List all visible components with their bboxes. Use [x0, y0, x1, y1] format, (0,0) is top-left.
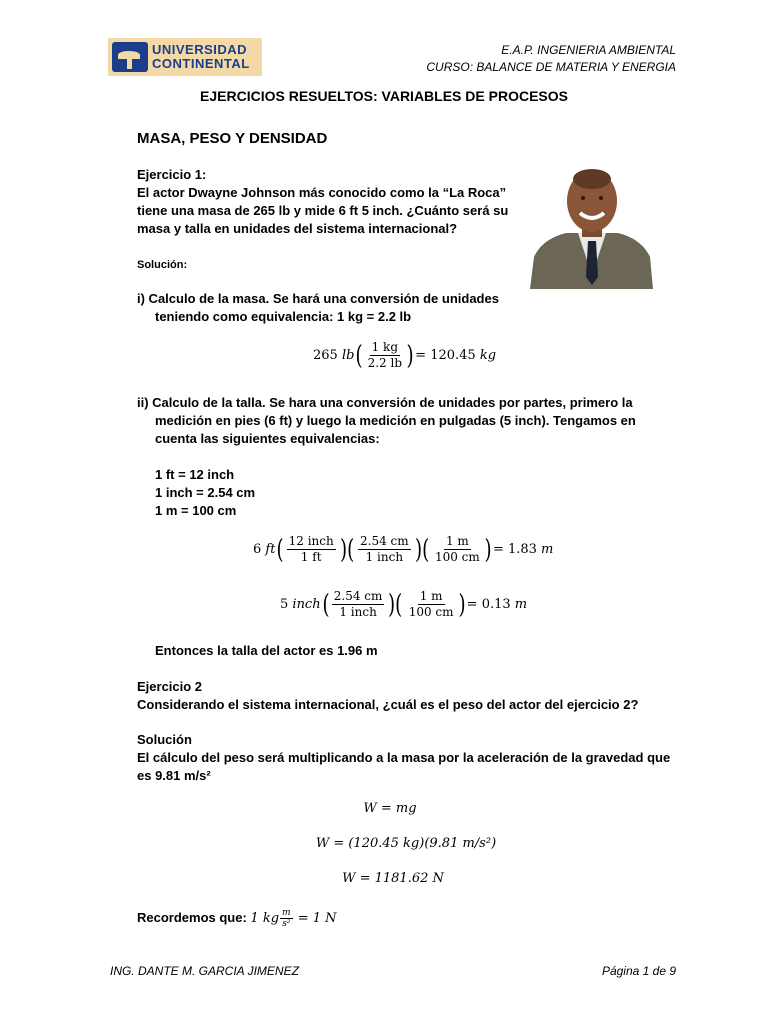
ex2-question: Considerando el sistema internacional, ¿cuál es el peso del actor del ejercicio 2? [137, 697, 639, 712]
page-title: EJERCICIOS RESUELTOS: VARIABLES DE PROCESOS [200, 88, 568, 104]
ex2-solucion: Solución [137, 732, 192, 747]
logo-emblem-icon [112, 42, 148, 72]
ex1-ii-line3: cuenta las siguientes equivalencias: [155, 431, 380, 446]
ex1-line: El actor Dwayne Johnson más conocido como la “La Roca” [137, 185, 507, 200]
actor-photo [530, 165, 653, 289]
eq-unit: lb [341, 348, 355, 363]
eq-unit: ft [265, 542, 276, 557]
university-logo [108, 38, 262, 76]
eq-text: = 1 N [293, 911, 337, 926]
eq-text: 1 kg [250, 911, 280, 926]
fraction-den: s² [282, 919, 291, 929]
fraction [407, 589, 456, 620]
ex1-i-line2: teniendo como equivalencia: 1 kg = 2.2 lb [155, 309, 412, 324]
eq-text: 5 [280, 597, 293, 612]
fraction-num: 1 kg [371, 340, 398, 354]
fraction-den: 2.2 lb [367, 356, 403, 370]
equivalence: 1 m = 100 cm [155, 503, 237, 518]
eq-text: 265 [313, 348, 342, 363]
eq-unit: kg [479, 348, 497, 363]
footer-author: ING. DANTE M. GARCIA JIMENEZ [110, 964, 299, 978]
ex1-heading: Ejercicio 1: [137, 167, 207, 182]
fraction-num: 1 m [445, 534, 469, 548]
equation-height-ft: 6 ft( $\frac{\text{12 inch}}{1 ft}$ )( $\frac{2.54 cm}{\text{1 inch}}$ )( $\frac{1 m}{100 cm}$ ) = 1.83 m [253, 534, 554, 565]
eq-result: = 120.45 [415, 348, 480, 363]
ex1-line: tiene una masa de 265 lb y mide 6 ft 5 inch. ¿Cuánto será su [137, 203, 509, 218]
eq-text: 6 [253, 542, 266, 557]
ex1-conclusion: Entonces la talla del actor es 1.96 m [155, 643, 378, 658]
fraction [332, 589, 385, 620]
equation-weight-substitution: W = (120.45 kg)(9.81 m/s²) [315, 836, 497, 851]
section-title: MASA, PESO Y DENSIDAD [137, 130, 328, 147]
fraction-num: 2.54 cm [360, 534, 409, 548]
logo-line1: UNIVERSIDAD [152, 42, 248, 57]
fraction [433, 534, 482, 565]
eq-unit: inch [292, 597, 321, 612]
ex2-line1: El cálculo del peso será multiplicando a la masa por la aceleración de la gravedad que [137, 750, 671, 765]
recordemos-line [137, 906, 337, 931]
footer-page-number: Página 1 de 9 [601, 964, 676, 978]
ex1-ii-line2: medición en pies (6 ft) y luego la medición en pulgadas (5 inch). Tengamos en [155, 413, 636, 428]
fraction [358, 534, 411, 565]
eq-unit: m [514, 597, 528, 612]
logo-line2: CONTINENTAL [152, 56, 250, 71]
eq-unit: m [541, 542, 554, 557]
fraction [280, 908, 293, 929]
equivalence: 1 ft = 12 inch [155, 467, 235, 482]
fraction-den: 1 inch [339, 605, 377, 619]
equivalence: 1 inch = 2.54 cm [155, 485, 256, 500]
fraction-num: 2.54 cm [333, 589, 383, 603]
recordemos-label: Recordemos que: [137, 910, 251, 925]
fraction-num: 1 m [419, 589, 443, 603]
header-school: E.A.P. INGENIERIA AMBIENTAL [501, 43, 676, 57]
equation-weight-formula: W = mg [363, 801, 417, 816]
fraction-num: 12 inch [288, 534, 334, 548]
fraction-den: 1 inch [365, 550, 404, 564]
fraction [366, 340, 404, 371]
fraction [287, 534, 336, 565]
header-course: CURSO: BALANCE DE MATERIA Y ENERGIA [426, 60, 676, 74]
fraction-den: 100 cm [408, 605, 454, 619]
fraction-num: m [282, 908, 291, 918]
fraction-den: 100 cm [434, 550, 480, 564]
eq-result: = 1.83 [492, 542, 542, 557]
ex2-heading: Ejercicio 2 [137, 679, 203, 694]
ex1-ii-line1: ii) Calculo de la talla. Se hara una conversión de unidades por partes, primero la [137, 395, 633, 410]
ex1-i-line1: i) Calculo de la masa. Se hará una conversión de unidades [137, 291, 499, 306]
equation-mass: 265 lb( $\frac{1 kg}{2.2 lb}$ ) = 120.45 kg [313, 340, 497, 371]
eq-result: = 0.13 [466, 597, 515, 612]
fraction-den: 1 ft [300, 550, 322, 564]
equation-height-inch: 5 inch( $\frac{2.54 cm}{\text{1 inch}}$ )( $\frac{1 m}{100 cm}$ ) = 0.13 m [280, 589, 528, 620]
ex1-line: masa y talla en unidades del sistema internacional? [137, 221, 458, 236]
ex2-line2: es 9.81 m/s² [137, 768, 211, 783]
equation-weight-result: W = 1181.62 N [342, 871, 444, 886]
ex1-solucion: Solución: [137, 259, 188, 271]
